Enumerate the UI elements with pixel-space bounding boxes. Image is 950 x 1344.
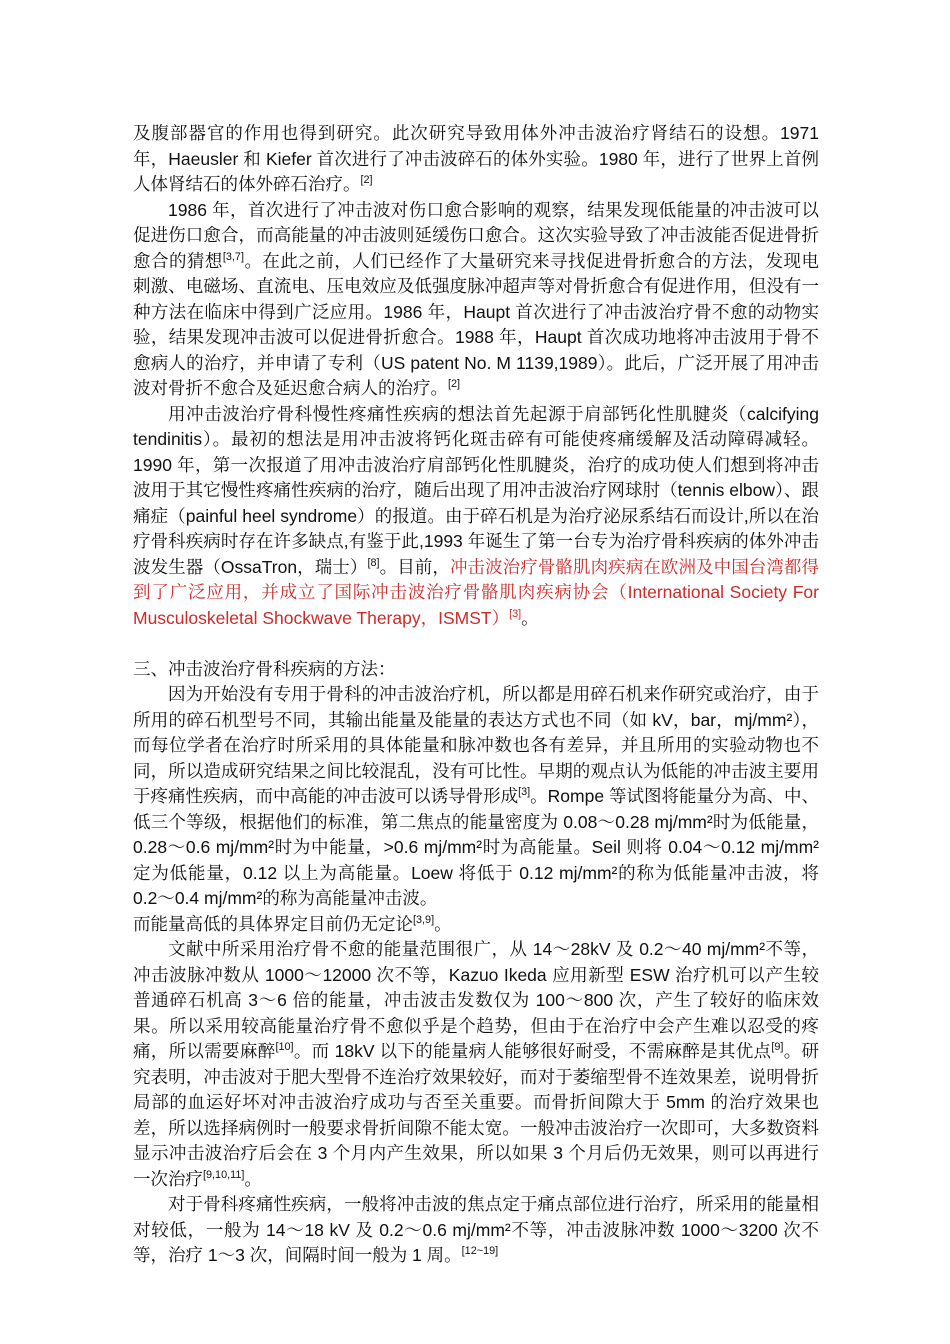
text-run: 。研究表明，冲击波对于肥大型骨不连治疗效果较好，而对于萎缩型骨不连效果差，说明骨折局部的血运好坏对冲击波治疗成功与否至关重要。而骨折间隙大于 5mm 的治疗效果也差，所以选择病例时一般要求骨折间隙不能太宽。一般冲击波治疗一次即可，大多数资料显示冲击波治疗后会在 3 个月内产生效果，所以如果 3 个月后仍无效果，则可以再进行一次治疗: [133, 1041, 819, 1189]
citation-superscript: [3,7]: [222, 250, 244, 263]
text-run: 冲击波治疗骨骼肌肉疾病在欧洲及中国台湾都得到了广泛应用，并成立了国际冲击波治疗骨骼肌肉疾病协会（International Society For Musculoskeletal Shockwave Therapy，ISMST）: [133, 556, 820, 628]
text-run: 用冲击波治疗骨科慢性疼痛性疾病的想法首先起源于肩部钙化性肌腱炎（calcifying tendinitis）。最初的想法是用冲击波将钙化斑击碎有可能使疼痛缓解及活动障碍减轻。1990 年，第一次报道了用冲击波治疗肩部钙化性肌腱炎，治疗的成功使人们想到将冲击波用于其它慢性疼痛性疾病的治疗，随后出现了用冲击波治疗网球肘（tennis elbow）、跟痛症（painful heel syndrome）的报道。由于碎石机是为治疗泌尿系结石而设计,所以在治疗骨科疾病时存在许多缺点,有鉴于此,1993 年诞生了第一台专为治疗骨科疾病的体外冲击波发生器（OssaTron，瑞士）: [133, 403, 819, 577]
paragraph-nonunion-treatment-parameters: [133, 937, 819, 1192]
document-body: [133, 121, 819, 1269]
citation-superscript: [9,10,11]: [203, 1168, 245, 1181]
paragraph-energy-classification: [133, 682, 819, 912]
paragraph-chronic-pain-origin: [133, 402, 819, 632]
text-run: 。: [434, 913, 452, 934]
citation-superscript: [12~19]: [461, 1245, 499, 1258]
citation-superscript: [8]: [367, 556, 380, 569]
text-run: 1986 年，首次进行了冲击波对伤口愈合影响的观察，结果发现低能量的冲击波可以促进伤口愈合，而高能量的冲击波则延缓伤口愈合。这次实验导致了冲击波能否促进骨折愈合的猜想: [133, 199, 819, 271]
citation-superscript: [2]: [360, 174, 373, 187]
text-run: 文献中所采用治疗骨不愈的能量范围很广，从 14～28kV 及 0.2～40 mj/mm²不等，冲击波脉冲数从 1000～12000 次不等，Kazuo Ikeda 应用新型 ESW 治疗机可以产生较普通碎石机高 3～6 倍的能量，冲击波击发数仅为 100～800 次，产生了较好的临床效果。所以采用较高能量治疗骨不愈似乎是个趋势，但由于在治疗中会产生难以忍受的疼痛，所以需要麻醉: [133, 939, 819, 1061]
text-run: 。: [521, 607, 539, 628]
text-run: 。在此之前，人们已经作了大量研究来寻找促进骨折愈合的方法，发现电刺激、电磁场、直流电、压电效应及低强度脉冲超声等对骨折愈合有促进作用，但没有一种方法在临床中得到广泛应用。1986 年，Haupt 首次进行了冲击波治疗骨不愈的动物实验，结果发现冲击波可以促进骨折愈合。1988 年，Haupt 首次成功地将冲击波用于骨不愈病人的治疗，并申请了专利（US patent No. M 1139,1989）。此后，广泛开展了用冲击波对骨折不愈合及延迟愈合病人的治疗。: [133, 250, 820, 398]
citation-superscript: [3]: [509, 607, 522, 620]
text-run: 。Rompe 等试图将能量分为高、中、低三个等级，根据他们的标准，第二焦点的能量密度为 0.08～0.28 mj/mm²时为低能量，0.28～0.6 mj/mm²时为中能量，>0.6 mj/mm²时为高能量。Seil 则将 0.04～0.12 mj/mm²定为低能量，0.12 以上为高能量。Loew 将低于 0.12 mj/mm²的称为低能量冲击波，将 0.2～0.4 mj/mm²的称为高能量冲击波。: [133, 786, 819, 908]
citation-superscript: [3,9]: [413, 913, 435, 926]
citation-superscript: [9]: [771, 1041, 784, 1054]
text-run: 三、冲击波治疗骨科疾病的方法：: [133, 658, 396, 679]
text-run: 及腹部器官的作用也得到研究。此次研究导致用体外冲击波治疗肾结石的设想。1971 年，Haeusler 和 Kiefer 首次进行了冲击波碎石的体外实验。1980 年，进行了世界上首例人体肾结石的体外碎石治疗。: [133, 123, 819, 194]
citation-superscript: [3]: [518, 786, 531, 799]
text-run: 对于骨科疼痛性疾病，一般将冲击波的焦点定于痛点部位进行治疗，所采用的能量相对较低，一般为 14～18 kV 及 0.2～0.6 mj/mm²不等，冲击波脉冲数 1000～3200 次不等，治疗 1～3 次，间隔时间一般为 1 周。: [133, 1194, 819, 1265]
citation-superscript: [10]: [275, 1041, 294, 1054]
paragraph-spacer: [133, 631, 819, 657]
text-run: 。而 18kV 以下的能量病人能够很好耐受，不需麻醉是其优点: [293, 1041, 772, 1061]
citation-superscript: [2]: [448, 378, 461, 391]
section-heading-methods: [133, 657, 819, 683]
text-run: 。: [244, 1168, 262, 1189]
text-run: 而能量高低的具体界定目前仍无定论: [133, 913, 413, 934]
text-run: 。目前，: [379, 556, 450, 577]
text-run: 因为开始没有专用于骨科的冲击波治疗机，所以都是用碎石机来作研究或治疗，由于所用的碎石机型号不同，其输出能量及能量的表达方式也不同（如 kV，bar，mj/mm²），而每位学者在治疗时所采用的具体能量和脉冲数也各有差异，并且所用的实验动物也不同，所以造成研究结果之间比较混乱，没有可比性。早期的观点认为低能的冲击波主要用于疼痛性疾病，而中高能的冲击波可以诱导骨形成: [133, 684, 819, 806]
paragraph-no-consensus: [133, 912, 819, 938]
paragraph-wound-healing-and-nonunion: [133, 198, 819, 402]
paragraph-pain-treatment-parameters: [133, 1192, 819, 1269]
paragraph-history-lithotripsy: [133, 121, 819, 198]
